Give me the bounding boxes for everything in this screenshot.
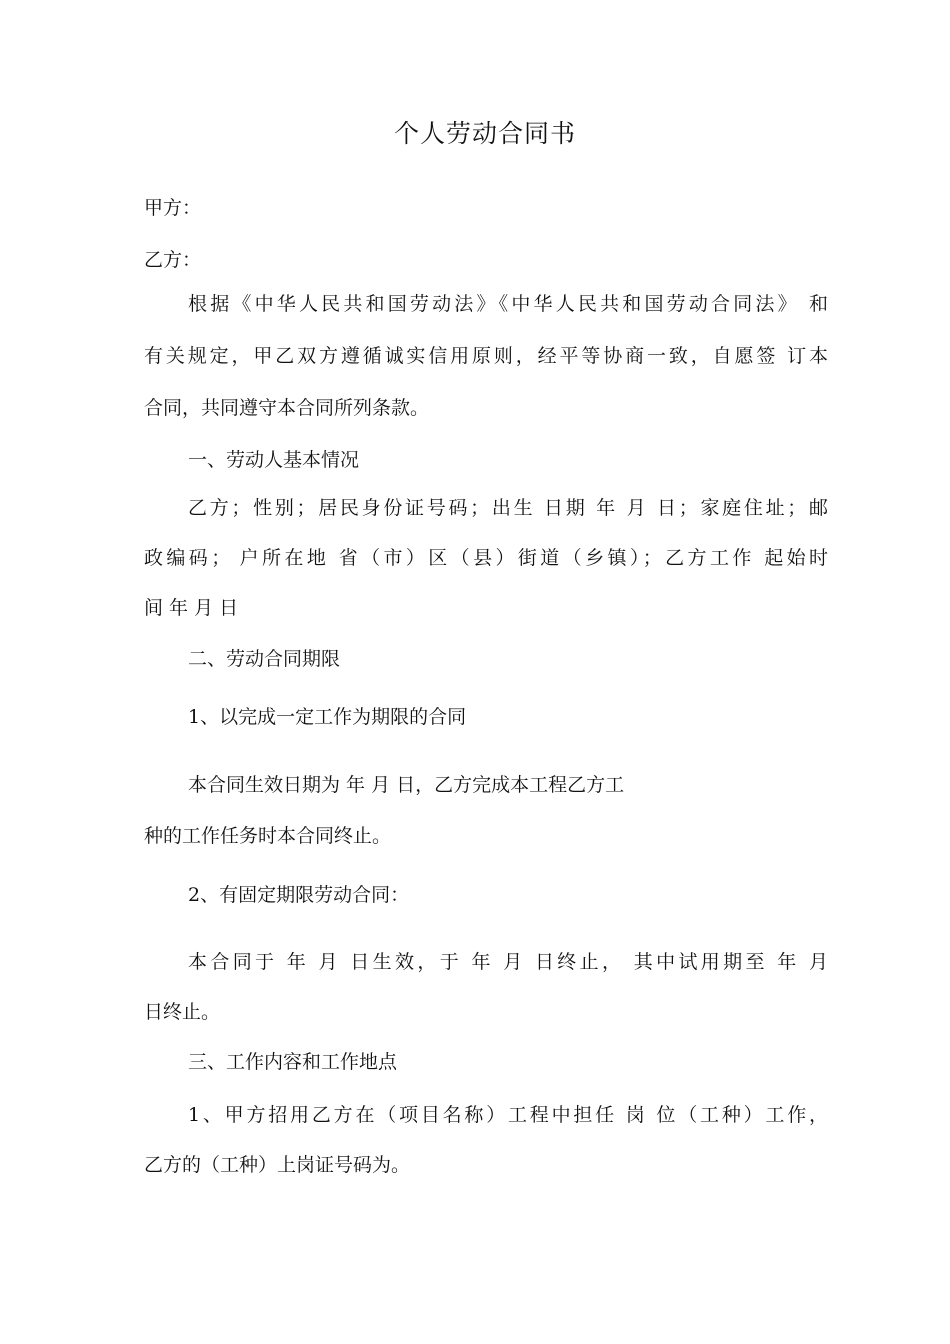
party-a-label: 甲方： — [144, 197, 202, 219]
party-b-label: 乙方： — [144, 249, 202, 271]
section-2-item-2-line-1: 本合同于 年 月 日生效，于 年 月 日终止， 其中试用期至 年 月 — [188, 951, 828, 973]
preamble-line-1: 根据《中华人民共和国劳动法》《中华人民共和国劳动合同法》 和 — [188, 293, 828, 315]
section-2-heading: 二、劳动合同期限 — [188, 648, 341, 670]
section-2-item-1-heading: 1、以完成一定工作为期限的合同 — [188, 706, 467, 728]
section-1-line-3: 间 年 月 日 — [144, 597, 239, 619]
section-1-line-1: 乙方；性别；居民身份证号码；出生 日期 年 月 日；家庭住址；邮 — [188, 497, 828, 519]
section-2-item-2-line-2: 日终止。 — [144, 1001, 221, 1023]
section-2-item-2-heading: 2、有固定期限劳动合同： — [188, 884, 410, 906]
preamble-line-3: 合同，共同遵守本合同所列条款。 — [144, 397, 430, 419]
section-3-heading: 三、工作内容和工作地点 — [188, 1051, 398, 1073]
section-3-item-1-line-1: 1、甲方招用乙方在（项目名称）工程中担任 岗 位（工种）工作， — [188, 1104, 828, 1126]
section-1-line-2: 政编码； 户所在地 省（市）区（县）街道（乡镇）；乙方工作 起始时 — [144, 547, 828, 569]
section-3-item-1-line-2: 乙方的（工种）上岗证号码为。 — [144, 1154, 411, 1176]
preamble-line-2: 有关规定，甲乙双方遵循诚实信用原则，经平等协商一致，自愿签 订本 — [144, 345, 828, 367]
section-2-item-1-line-1: 本合同生效日期为 年 月 日，乙方完成本工程乙方工 — [188, 774, 625, 796]
section-1-heading: 一、劳动人基本情况 — [188, 449, 360, 471]
document-title: 个人劳动合同书 — [393, 119, 576, 148]
section-2-item-1-line-2: 种的工作任务时本合同终止。 — [144, 825, 392, 847]
